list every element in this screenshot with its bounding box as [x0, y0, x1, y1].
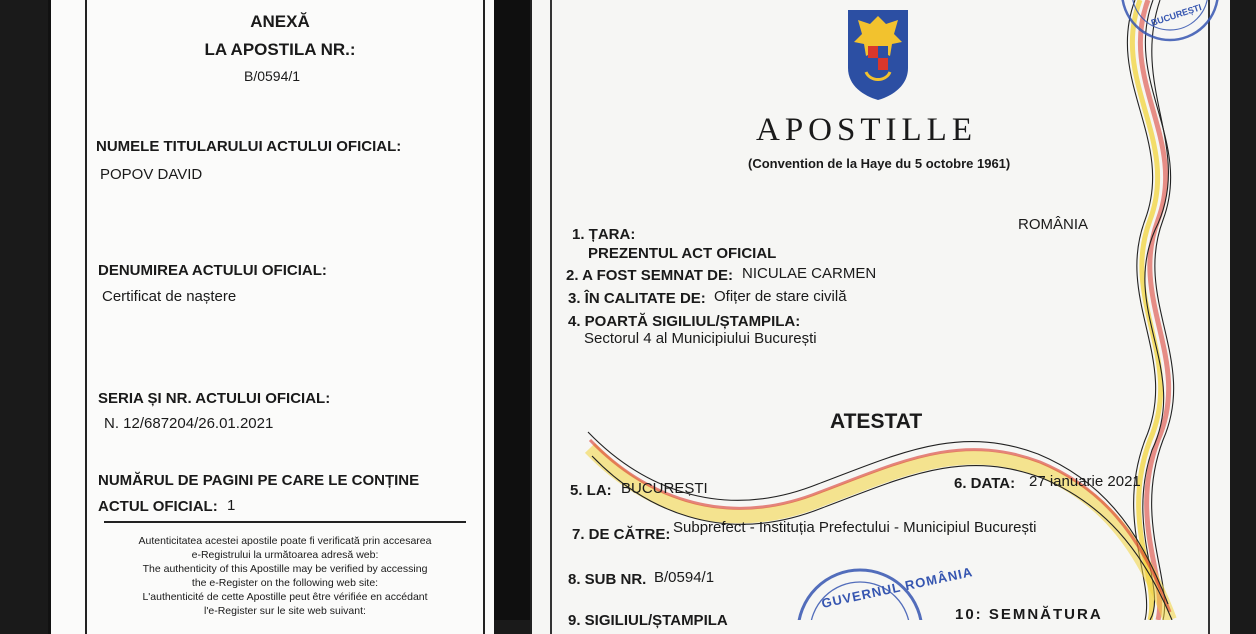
apostille-title: APOSTILLE: [756, 112, 977, 148]
pages-label-line2: ACTUL OFICIAL:: [98, 498, 218, 515]
number-label: 8. SUB NR.: [568, 571, 647, 588]
top-stamp-text: BUCUREȘTI: [1149, 2, 1203, 28]
date-value: 27 ianuarie 2021: [1029, 473, 1141, 490]
verify-line-6: l'e-Register sur le site web suivant:: [204, 605, 366, 617]
attested-heading: ATESTAT: [830, 410, 923, 433]
convention-text: (Convention de la Haye du 5 octobre 1961): [748, 156, 1011, 171]
seal-label: 4. POARTĂ SIGILIUL/ȘTAMPILA:: [568, 313, 801, 330]
doc-name-value: Certificat de naștere: [102, 288, 237, 305]
by-value: Subprefect - Instituția Prefectului - Municipiul București: [673, 519, 1037, 536]
verify-line-3: The authenticity of this Apostille may be verified by accessing: [142, 563, 428, 575]
annex-subtitle: LA APOSTILA NR.:: [204, 40, 356, 59]
act-label: PREZENTUL ACT OFICIAL: [588, 245, 777, 262]
pages-value: 1: [227, 497, 236, 514]
verify-line-5: L'authenticité de cette Apostille peut être vérifiée en accédant: [142, 591, 428, 603]
pages-label-line1: NUMĂRUL DE PAGINI PE CARE LE CONȚINE: [98, 472, 420, 489]
signed-label: 2. A FOST SEMNAT DE:: [566, 267, 733, 284]
place-label: 5. LA:: [570, 482, 612, 499]
holder-value: POPOV DAVID: [100, 166, 203, 183]
stamp-label: 9. SIGILIUL/ȘTAMPILA: [568, 612, 728, 629]
serial-label: SERIA ȘI NR. ACTULUI OFICIAL:: [98, 390, 331, 407]
by-label: 7. DE CĂTRE:: [572, 526, 671, 543]
verify-line-1: Autenticitatea acestei apostile poate fi verificată prin accesarea: [138, 535, 432, 547]
seal-value: Sectorul 4 al Municipiului București: [584, 330, 817, 347]
capacity-value: Ofițer de stare civilă: [714, 288, 847, 305]
bottom-stamp-text: GUVERNUL ROMÂNIA: [820, 564, 975, 611]
signed-value: NICULAE CARMEN: [742, 265, 877, 282]
capacity-label: 3. ÎN CALITATE DE:: [568, 290, 706, 307]
serial-value: N. 12/687204/26.01.2021: [104, 415, 274, 432]
coat-of-arms-icon: [846, 8, 910, 102]
doc-name-label: DENUMIREA ACTULUI OFICIAL:: [98, 262, 327, 279]
country-label: 1. ȚARA:: [572, 226, 636, 243]
annex-title: ANEXĂ: [250, 12, 310, 31]
date-label: 6. DATA:: [954, 475, 1016, 492]
number-value: B/0594/1: [654, 569, 715, 586]
country-value: ROMÂNIA: [1018, 216, 1089, 233]
annex-number: B/0594/1: [244, 68, 301, 84]
signature-label: 10: SEMNĂTURA: [955, 606, 1103, 623]
verify-line-2: e-Registrului la următoarea adresă web:: [191, 549, 379, 561]
holder-label: NUMELE TITULARULUI ACTULUI OFICIAL:: [96, 138, 402, 155]
place-value: BUCUREȘTI: [621, 480, 708, 497]
verify-line-4: the e-Register on the following web site:: [191, 577, 379, 589]
